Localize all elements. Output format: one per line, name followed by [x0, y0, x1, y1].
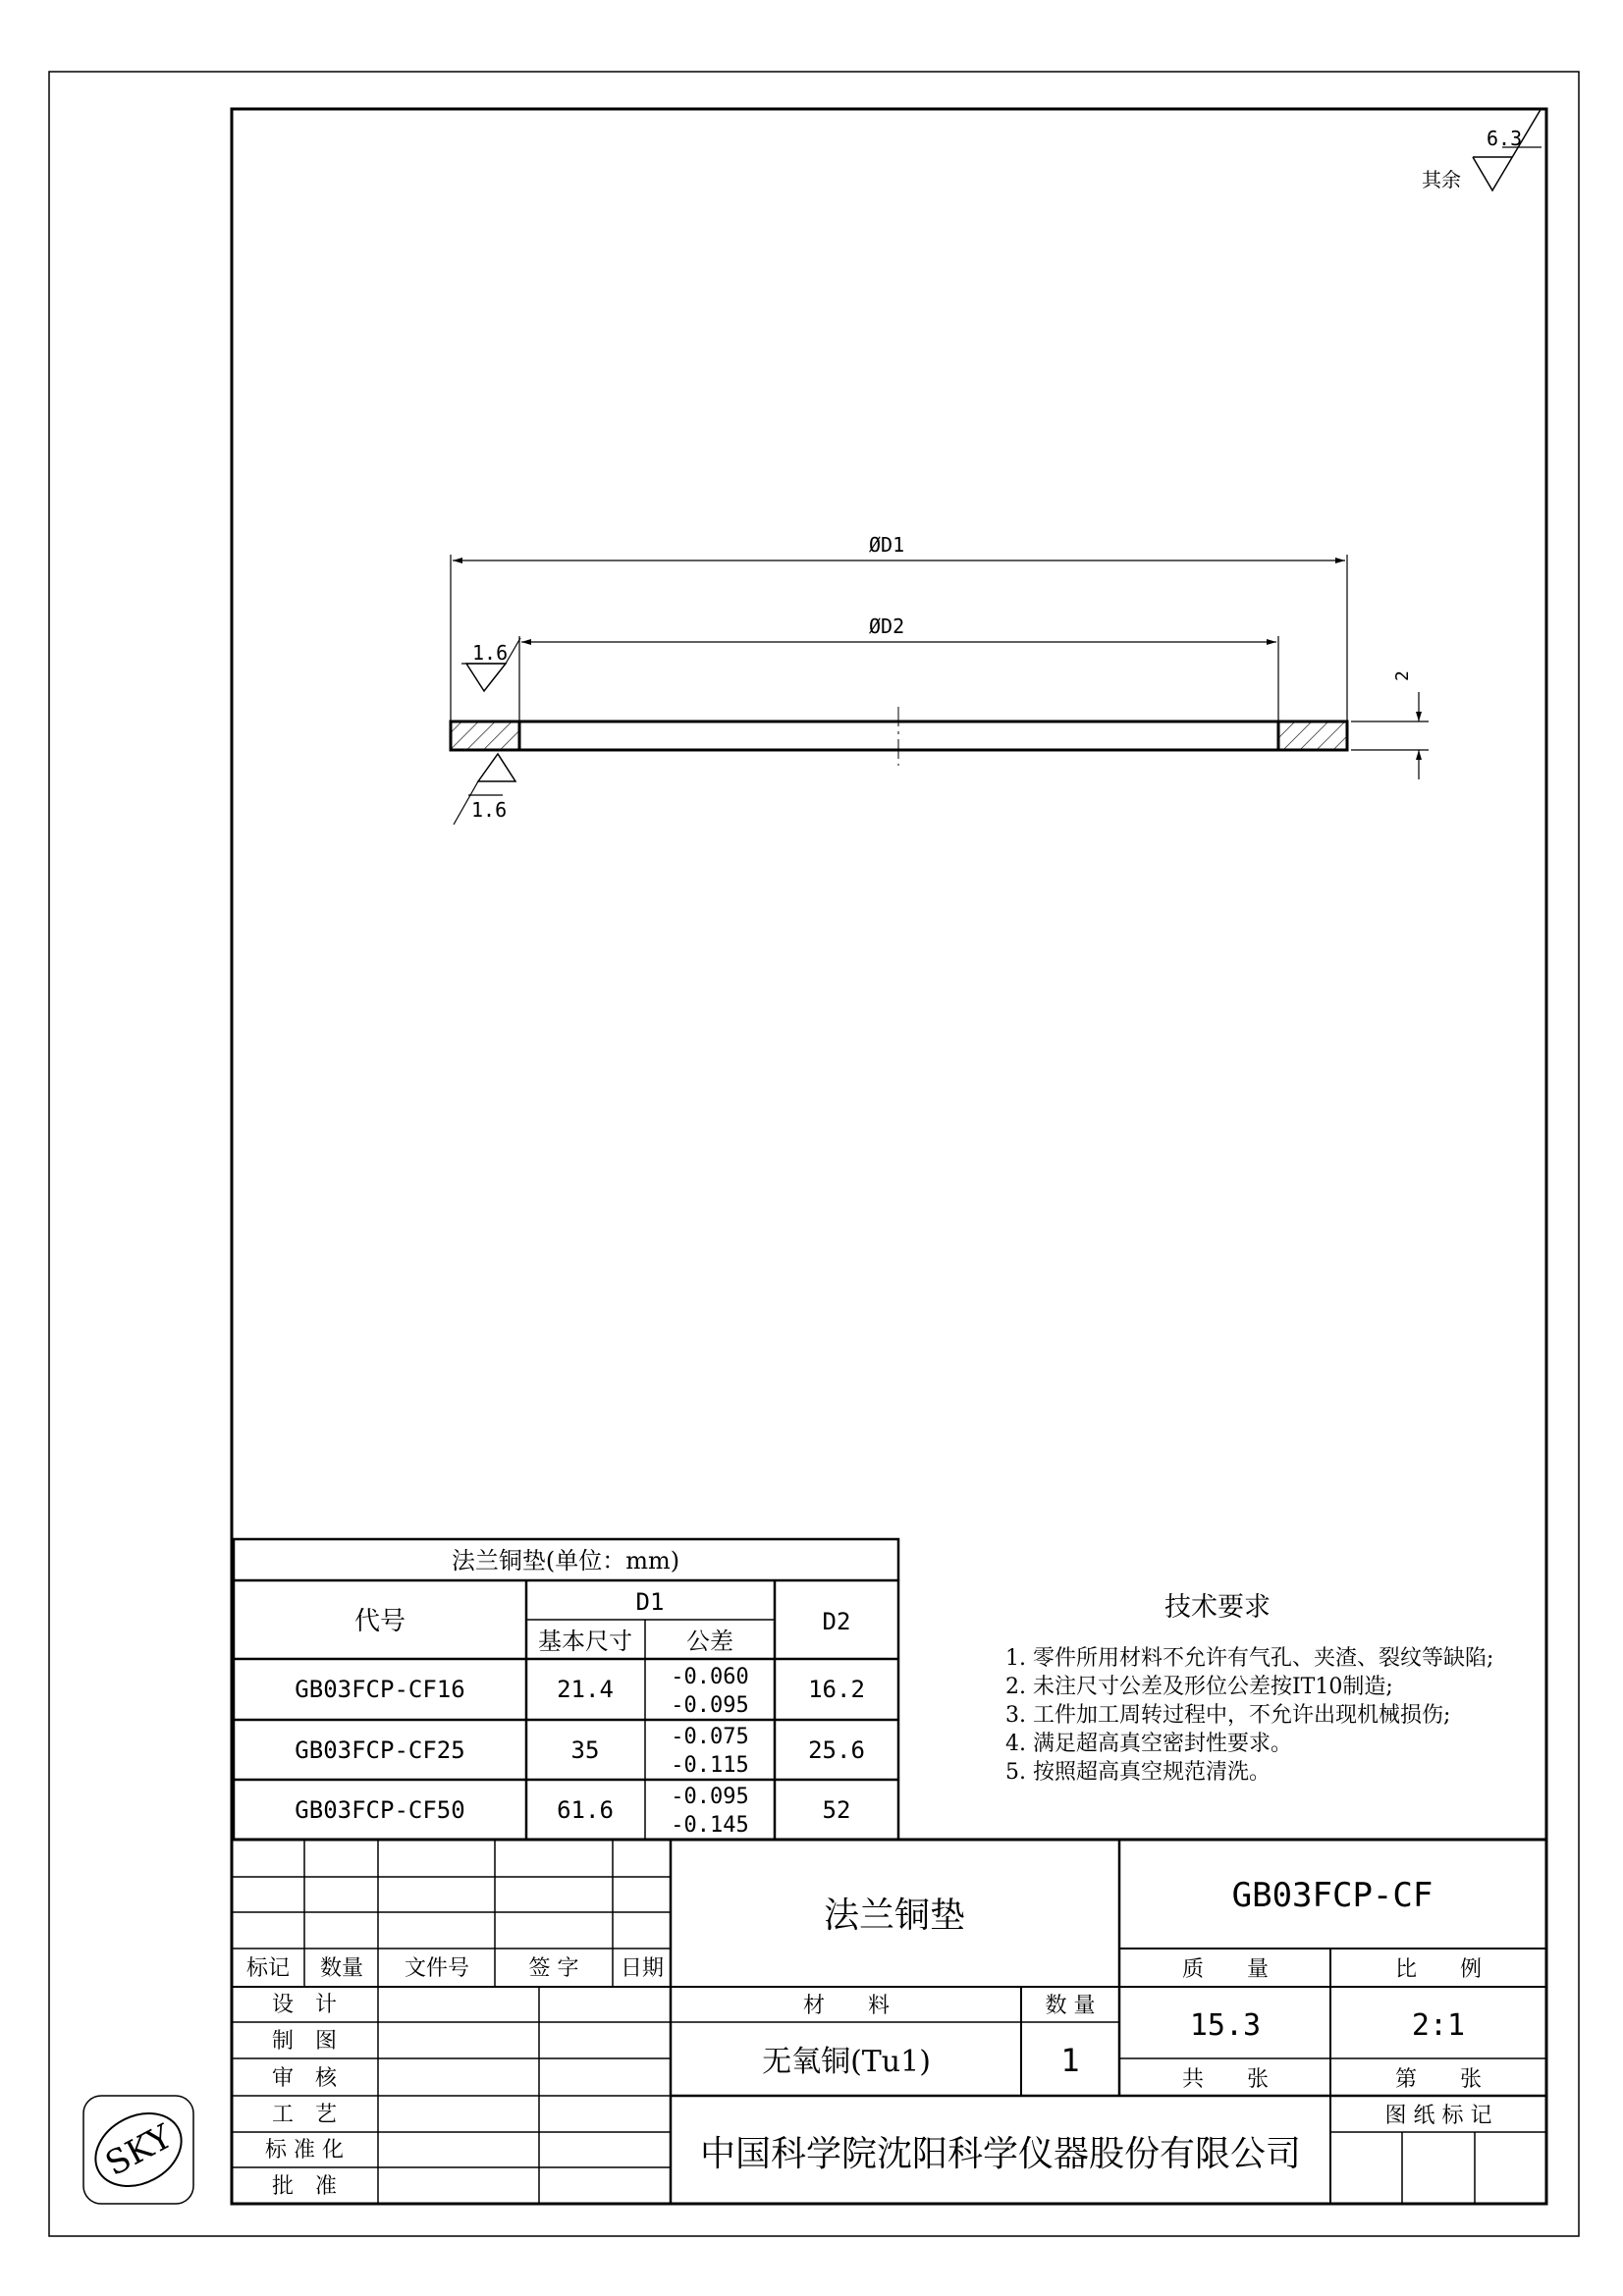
- sheet-label: 第 张: [1394, 2067, 1483, 2092]
- role-label: 审 核: [271, 2066, 338, 2091]
- part-name: 法兰铜垫: [823, 1896, 966, 1936]
- roughness-top-value: 1.6: [472, 641, 509, 665]
- general-roughness-symbol: [1422, 108, 1542, 191]
- row-d2: 52: [822, 1796, 851, 1824]
- rev-header: 数量: [319, 1956, 364, 1981]
- requirement-item: 1. 零件所用材料不允许有气孔、夹渣、裂纹等缺陷;: [1005, 1646, 1494, 1671]
- row-tol-upper: -0.075: [671, 1725, 749, 1749]
- header-code: 代号: [353, 1607, 406, 1636]
- gasket-section: [451, 555, 1347, 766]
- thickness-value: 2: [1392, 670, 1413, 681]
- role-label: 工 艺: [271, 2103, 338, 2127]
- company-name: 中国科学院沈阳科学仪器股份有限公司: [699, 2134, 1302, 2174]
- row-tol-lower: -0.145: [671, 1813, 749, 1838]
- row-basic: 35: [570, 1736, 600, 1764]
- requirement-item: 4. 满足超高真空密封性要求。: [1005, 1732, 1292, 1756]
- rev-header: 标记: [245, 1956, 291, 1981]
- rev-header: 文件号: [404, 1956, 470, 1981]
- scale-value: 2:1: [1411, 2008, 1466, 2043]
- row-code: GB03FCP-CF25: [295, 1736, 465, 1764]
- logo-text: SKY: [99, 2116, 179, 2185]
- roughness-bottom-symbol: [454, 754, 515, 825]
- scale-label: 比 例: [1394, 1957, 1483, 1982]
- size-table-text: [295, 1547, 865, 1838]
- mass-value: 15.3: [1189, 2008, 1262, 2043]
- d1-label: ØD1: [869, 533, 905, 557]
- material-label: 材 料: [802, 1994, 891, 2018]
- rev-header: 日期: [620, 1956, 665, 1981]
- row-code: GB03FCP-CF50: [295, 1796, 465, 1824]
- company-logo: [82, 2096, 193, 2204]
- row-tol-upper: -0.060: [671, 1665, 749, 1689]
- row-d2: 25.6: [808, 1736, 865, 1764]
- row-tol-upper: -0.095: [671, 1785, 749, 1809]
- drawing-number: GB03FCP-CF: [1231, 1876, 1434, 1915]
- roughness-general-value: 6.3: [1487, 127, 1523, 150]
- row-basic: 21.4: [557, 1676, 614, 1703]
- requirement-item: 2. 未注尺寸公差及形位公差按IT10制造;: [1005, 1675, 1393, 1699]
- roughness-general-label: 其余: [1422, 168, 1461, 191]
- header-d2: D2: [822, 1608, 851, 1635]
- dimension-thickness: [1351, 670, 1429, 779]
- row-basic: 61.6: [557, 1796, 614, 1824]
- requirement-item: 3. 工件加工周转过程中，不允许出现机械损伤;: [1005, 1703, 1451, 1728]
- header-d1: D1: [635, 1588, 665, 1616]
- role-label: 设 计: [271, 1993, 338, 2017]
- total-sheets-label: 共 张: [1181, 2067, 1270, 2092]
- d2-label: ØD2: [869, 614, 905, 638]
- rev-header: 签 字: [528, 1956, 579, 1981]
- quantity-label: 数 量: [1045, 1994, 1096, 2018]
- table-title: 法兰铜垫(单位：mm): [451, 1547, 680, 1575]
- row-tol-lower: -0.115: [671, 1753, 749, 1778]
- row-d2: 16.2: [808, 1676, 865, 1703]
- roughness-top-symbol: [461, 638, 520, 691]
- row-code: GB03FCP-CF16: [295, 1676, 465, 1703]
- material-value: 无氧铜(Tu1): [762, 2045, 931, 2079]
- requirement-item: 5. 按照超高真空规范清洗。: [1005, 1760, 1271, 1785]
- role-label: 制 图: [271, 2029, 338, 2054]
- technical-requirements: [1005, 1592, 1493, 1785]
- quantity-value: 1: [1060, 2042, 1080, 2079]
- mass-label: 质 量: [1181, 1957, 1270, 1982]
- header-tol: 公差: [686, 1628, 733, 1655]
- role-label: 批 准: [271, 2174, 338, 2199]
- title-block-text: [246, 1876, 1492, 2199]
- header-basic: 基本尺寸: [538, 1628, 632, 1655]
- roughness-bottom-value: 1.6: [471, 798, 508, 822]
- requirements-title: 技术要求: [1164, 1592, 1271, 1623]
- dimension-d2: [521, 614, 1276, 642]
- drawing-mark-label: 图 纸 标 记: [1384, 2104, 1492, 2128]
- role-label: 标 准 化: [265, 2138, 344, 2163]
- row-tol-lower: -0.095: [671, 1693, 749, 1718]
- dimension-d1: [453, 533, 1345, 561]
